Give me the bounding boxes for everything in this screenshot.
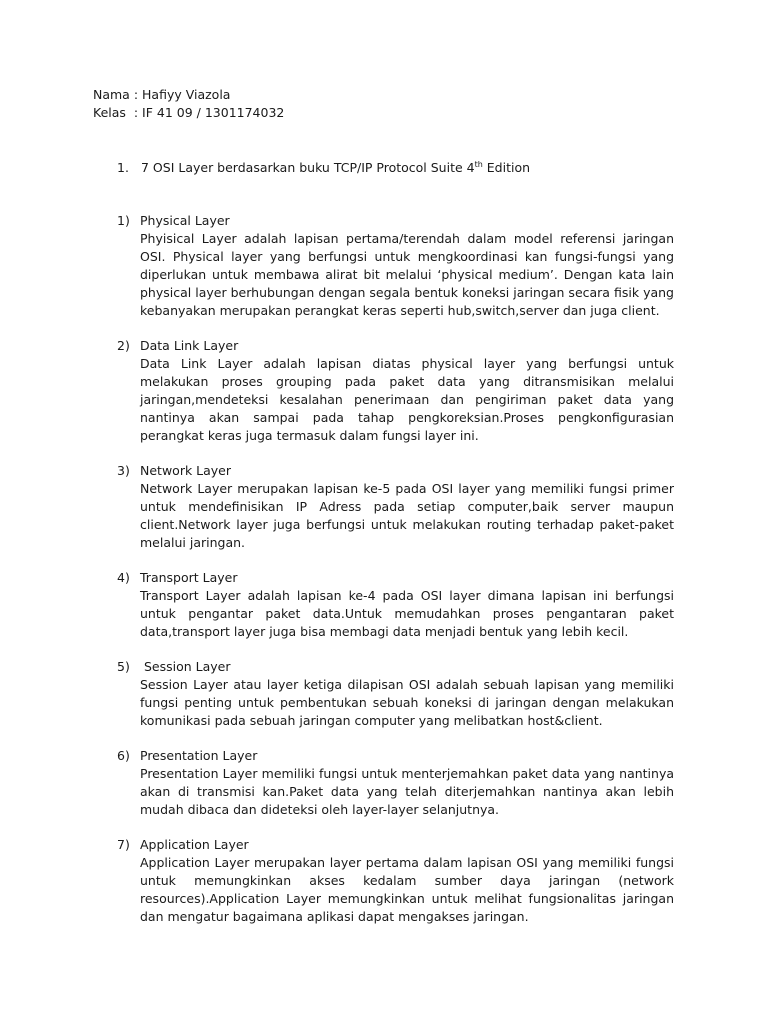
layer-description: Application Layer merupakan layer pertama dalam lapisan OSI yang memiliki fungsi untuk memungkinkan akses kedalam sumber daya jaringan (network resources).Application Layer memungkinkan untuk melihat fungsionalitas jaringan dan mengatur bagaimana aplikasi dapat mengakses jaringan. [140,855,674,924]
layer-section-data-link [117,337,677,445]
layer-section-transport [117,569,677,641]
question-superscript: th [474,159,483,169]
student-header [93,86,284,122]
layer-name: Network Layer [140,463,232,478]
layer-title [117,569,677,587]
layer-description: Session Layer atau layer ketiga dilapisan OSI adalah sebuah lapisan yang memiliki fungsi penting untuk pembentukan sebuah koneksi di jaringan dengan melakukan komunikasi pada sebuah jaringan computer yang melibatkan host&client. [140,677,674,728]
student-class: Kelas : IF 41 09 / 1301174032 [93,105,285,120]
osi-layer-list [117,212,677,943]
layer-title [117,462,677,480]
student-name: Nama : Hafiyy Viazola [93,87,231,102]
question-heading [117,159,530,177]
layer-number: 7) [117,837,130,852]
layer-description: Network Layer merupakan lapisan ke-5 pada OSI layer yang memiliki fungsi primer untuk mendefinisikan IP Adress pada setiap computer,baik server maupun client.Network layer juga berfungsi untuk melakukan routing terhadap paket-paket melalui jaringan. [140,481,674,550]
layer-name: Presentation Layer [140,748,258,763]
layer-section-physical [117,212,677,320]
layer-name: Session Layer [140,659,231,674]
layer-title [117,747,677,765]
layer-description: Phyisical Layer adalah lapisan pertama/terendah dalam model referensi jaringan OSI. Physical layer yang berfungsi untuk mengkoordinasi kan fungsi-fungsi yang diperlukan untuk membawa alirat bit melalui ‘physical medium’. Dengan kata lain physical layer berhubungan dengan segala bentuk koneksi jaringan secara fisik yang kebanyakan merupakan perangkat keras seperti hub,switch,server dan juga client. [140,231,674,318]
layer-description: Data Link Layer adalah lapisan diatas physical layer yang berfungsi untuk melakukan proses grouping pada paket data yang ditransmisikan melalui jaringan,mendeteksi kesalahan penerimaan dan pengiriman paket data yang nantinya akan sampai pada tahap pengkoreksian.Proses pengkonfigurasian perangkat keras juga termasuk dalam fungsi layer ini. [140,356,674,443]
layer-section-application [117,836,677,926]
layer-number: 5) [117,659,130,674]
layer-title [117,337,677,355]
layer-title [117,658,677,676]
layer-name: Data Link Layer [140,338,239,353]
question-text-end: Edition [482,160,531,175]
layer-number: 6) [117,748,130,763]
layer-name: Application Layer [140,837,249,852]
layer-section-presentation [117,747,677,819]
layer-name: Physical Layer [140,213,230,228]
layer-section-network [117,462,677,552]
layer-number: 1) [117,213,130,228]
layer-title [117,836,677,854]
layer-number: 2) [117,338,130,353]
layer-name: Transport Layer [140,570,238,585]
question-number: 1. [117,160,129,175]
layer-section-session [117,658,677,730]
layer-description: Transport Layer adalah lapisan ke-4 pada OSI layer dimana lapisan ini berfungsi untuk pengantar paket data.Untuk memudahkan proses pengantaran paket data,transport layer juga bisa membagi data menjadi bentuk yang lebih kecil. [140,588,674,639]
question-text: 7 OSI Layer berdasarkan buku TCP/IP Protocol Suite 4 [141,160,475,175]
layer-title [117,212,677,230]
layer-number: 4) [117,570,130,585]
layer-number: 3) [117,463,130,478]
layer-description: Presentation Layer memiliki fungsi untuk menterjemahkan paket data yang nantinya akan di transmisi kan.Paket data yang telah diterjemahkan nantinya akan lebih mudah dibaca dan dideteksi oleh layer-layer selanjutnya. [140,766,674,817]
